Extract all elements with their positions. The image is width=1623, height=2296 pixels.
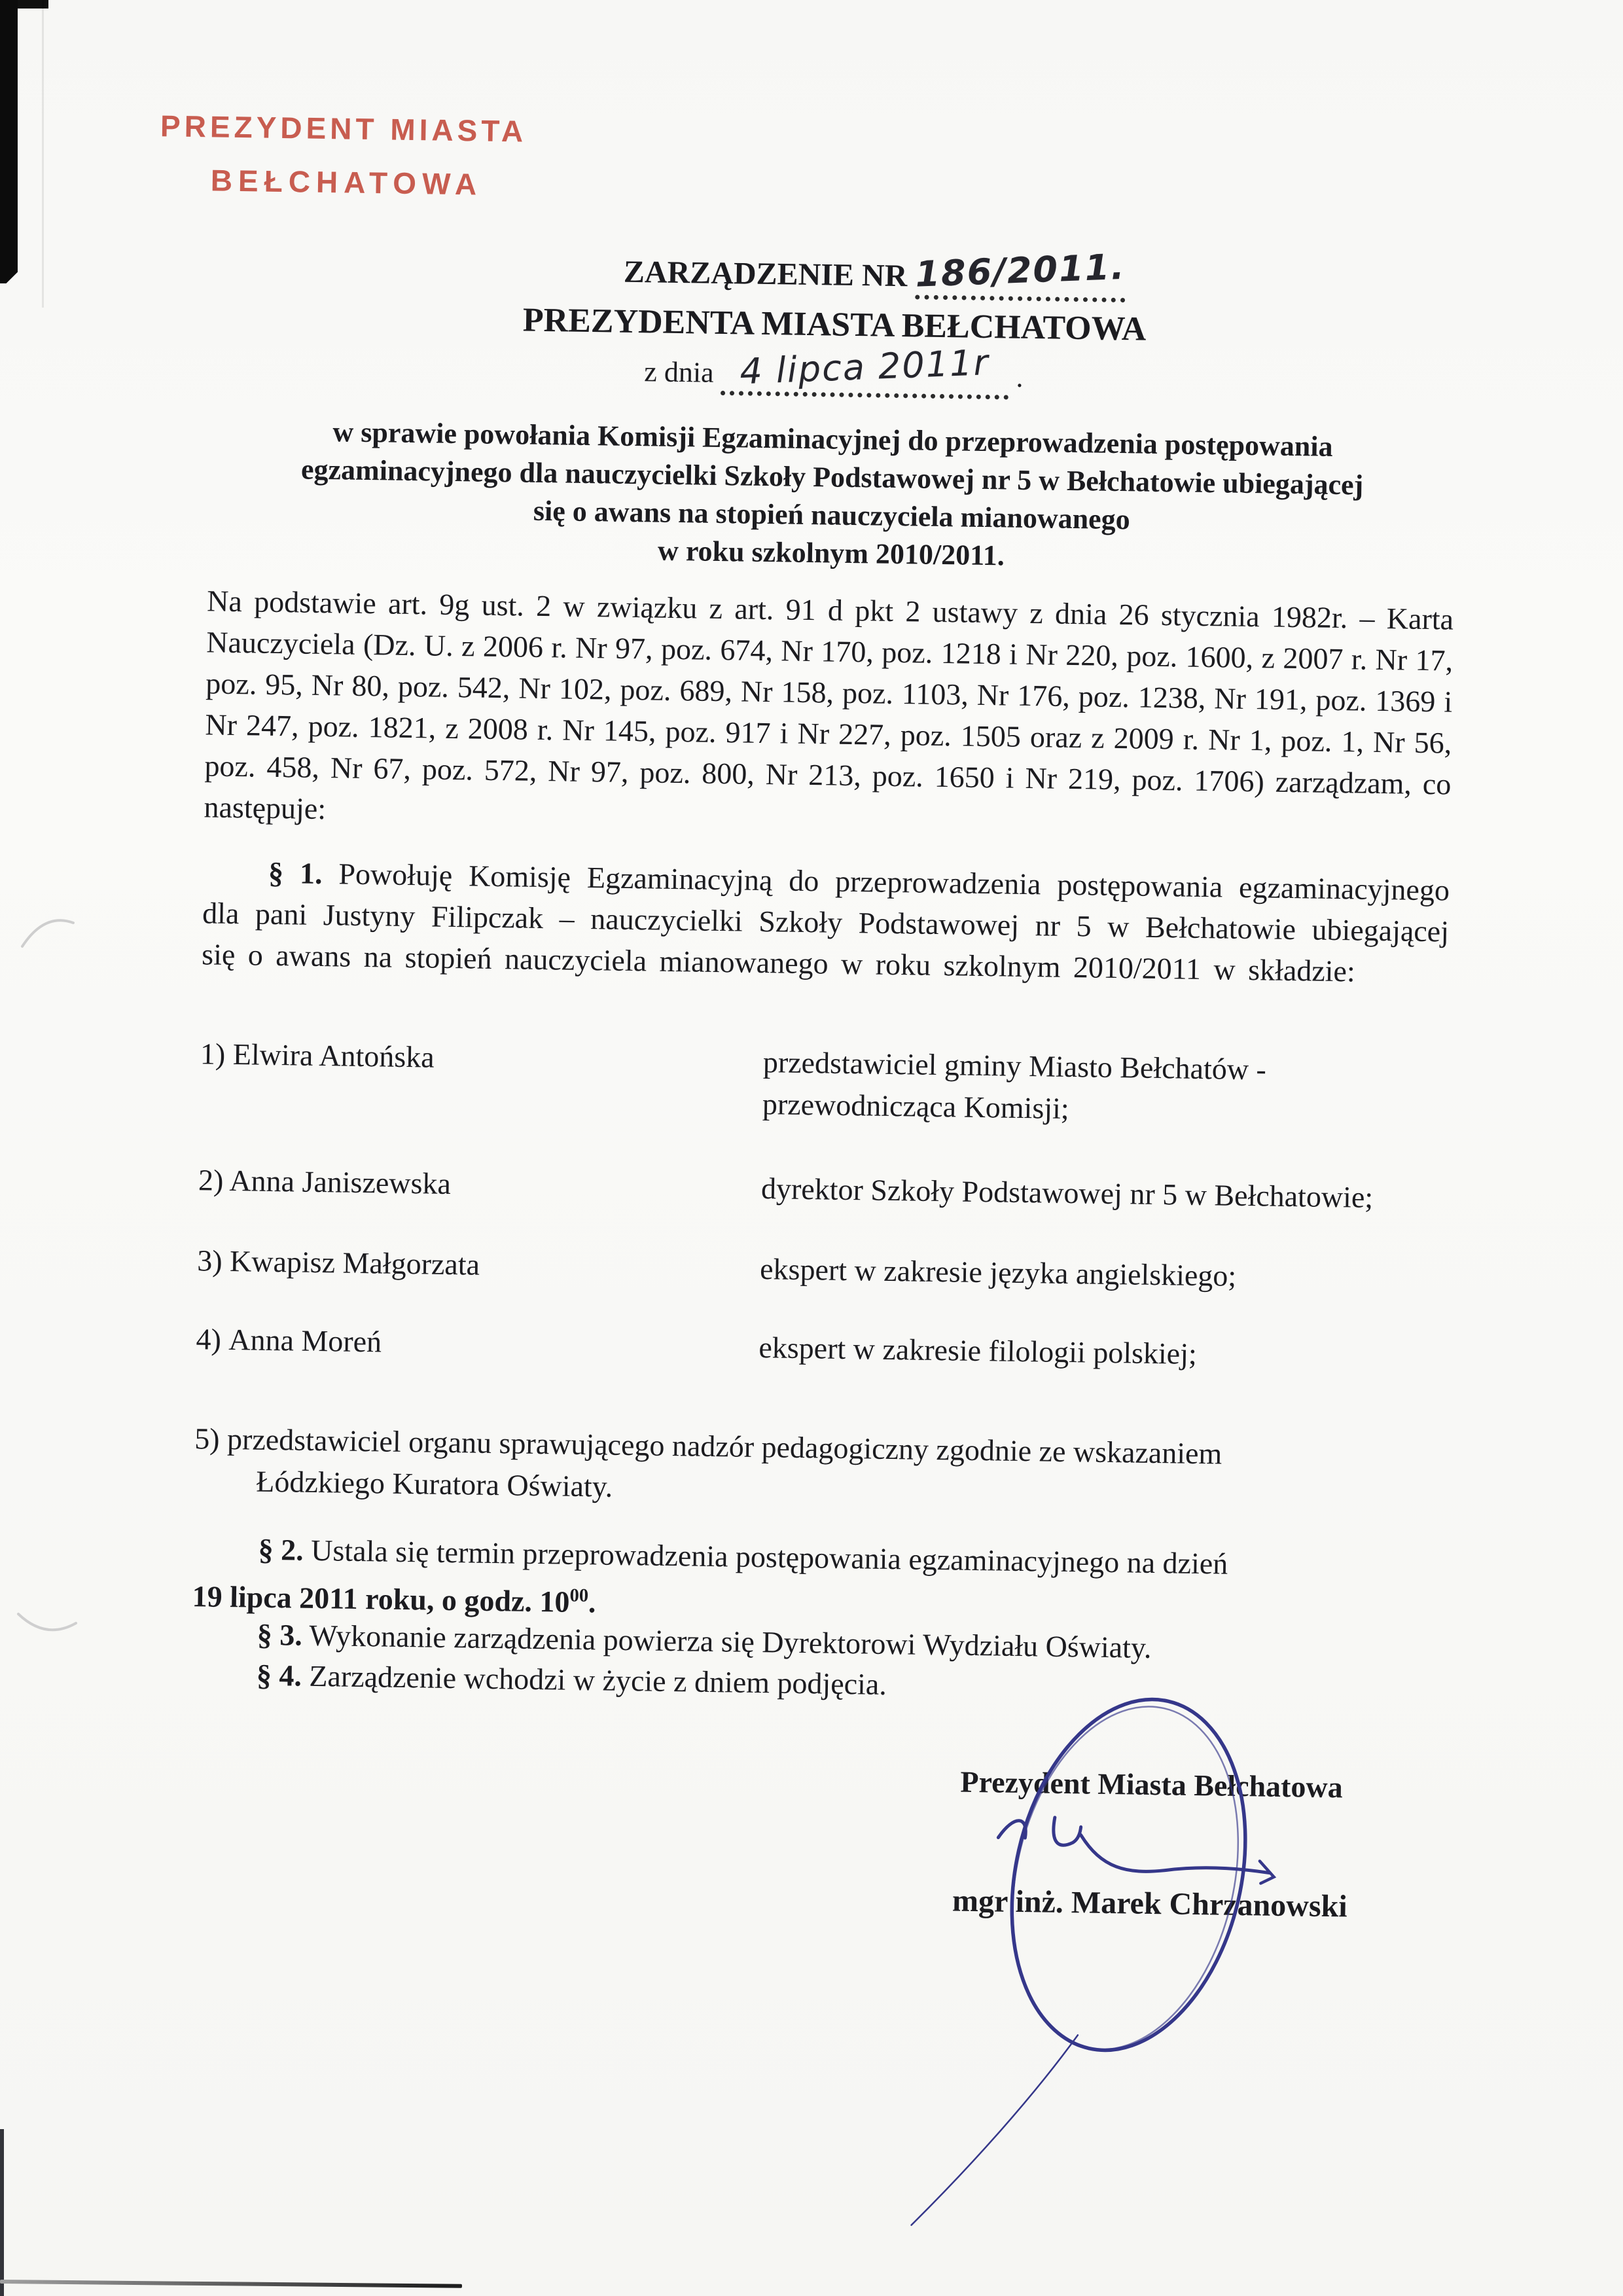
committee-row xyxy=(197,1240,1444,1300)
committee-item-5 xyxy=(194,1418,1442,1520)
committee-member-role: dyrektor Szkoły Podstawowej nr 5 w Bełchatowie; xyxy=(760,1172,1374,1214)
committee-member-number: 5) xyxy=(194,1422,220,1456)
date-suffix: . xyxy=(1016,361,1024,393)
committee-member-name-text: Anna Janiszewska xyxy=(229,1164,452,1201)
handwritten-ordinance-number: 186/2011. xyxy=(914,245,1126,295)
section-4-text: Zarządzenie wchodzi w życie z dniem podjęcia. xyxy=(309,1659,887,1701)
committee-item-5-text: przedstawiciel organu sprawującego nadzór pedagogiczny zgodnie ze wskazaniem xyxy=(226,1422,1222,1471)
section-1-text: Powołuję Komisję Egzaminacyjną do przeprowadzenia postępowania egzaminacyjnego dla pani Justyny Filipczak – nauczycielki Szkoły Podstawowej nr 5 w Bełchatowie ubiegającej się o awans na stopień nauczyciela mianowanego w roku szkolnym 2010/2011 w składzie: xyxy=(201,857,1450,988)
dotted-fill-line xyxy=(914,245,1126,302)
exam-time-superscript: 00 xyxy=(569,1585,589,1607)
committee-member-number: 1) xyxy=(200,1037,226,1071)
committee-member-number: 3) xyxy=(196,1244,223,1278)
committee-member-number: 2) xyxy=(198,1163,224,1197)
section-4-mark: § 4. xyxy=(256,1658,302,1693)
committee-member-role: ekspert w zakresie filologii polskiej; xyxy=(758,1331,1198,1371)
legal-basis-paragraph: Na podstawie art. 9g ust. 2 w związku z art. 91 d pkt 2 ustawy z dnia 26 stycznia 1982r. – Karta Nauczyciela (Dz. U. z 2006 r. Nr 97, poz. 674, Nr 170, poz. 1218 i Nr 220, poz. 1600, z 2007 r. Nr 17, poz. 95, Nr 80, poz. 542, Nr 102, poz. 689, Nr 158, poz. 1103, Nr 176, poz. 1238, Nr 191, poz. 1369 i Nr 247, poz. 1821, z 2008 r. Nr 145, poz. 917 i Nr 227, poz. 1505 oraz z 2009 r. Nr 1, poz. 1, Nr 56, poz. 458, Nr 67, poz. 572, Nr 97, poz. 800, Nr 213, poz. 1650 i Nr 219, poz. 1706) zarządzam, co następuje: xyxy=(204,584,1454,826)
handwritten-signature-ink xyxy=(880,1674,1385,2250)
subject-line: w roku szkolnym 2010/2011. xyxy=(657,534,1005,572)
section-1-paragraph xyxy=(202,851,1450,993)
committee-member-name xyxy=(197,1240,760,1290)
committee-member-name xyxy=(198,1159,762,1210)
stamp-line-1: PREZYDENT MIASTA xyxy=(160,109,527,149)
section-3-text: Wykonanie zarządzenia powierza się Dyrektorowi Wydziału Oświaty. xyxy=(309,1618,1152,1664)
committee-list xyxy=(196,1033,1447,1378)
subject-line: się o awans na stopień nauczyciela mianowanego xyxy=(533,494,1131,536)
ordinance-number-label: ZARZĄDZENIE NR xyxy=(623,254,908,294)
title-line-issuer: PREZYDENTA MIASTA BEŁCHATOWA xyxy=(522,301,1147,348)
committee-member-name xyxy=(200,1033,764,1125)
exam-date-period: . xyxy=(588,1585,596,1619)
dotted-fill-line xyxy=(721,342,1009,400)
date-label: z dnia xyxy=(644,355,715,389)
subject-line: w sprawie powołania Komisji Egzaminacyjnej do przeprowadzenia postępowania xyxy=(332,416,1333,463)
stamp-line-2: BEŁCHATOWA xyxy=(210,163,483,202)
handwritten-date: 4 lipca 2011r xyxy=(739,342,991,393)
committee-member-name-text: Elwira Antońska xyxy=(232,1037,435,1074)
committee-item-5-line-2: Łódzkiego Kuratora Oświaty. xyxy=(255,1464,613,1503)
exam-date-text: 19 lipca 2011 roku, o godz. 10 xyxy=(192,1579,570,1619)
section-2-text: Ustala się termin przeprowadzenia postępowania egzaminacyjnego na dzień xyxy=(310,1533,1228,1581)
committee-member-name xyxy=(196,1318,759,1369)
signatory-title: Prezydent Miasta Bełchatowa xyxy=(960,1765,1344,1804)
committee-member-number: 4) xyxy=(196,1322,222,1356)
committee-member-name-text: Kwapisz Małgorzata xyxy=(229,1244,480,1282)
committee-member-name-text: Anna Moreń xyxy=(228,1323,382,1359)
committee-row xyxy=(198,1159,1446,1219)
committee-member-role: przedstawiciel gminy Miasto Bełchatów - przewodnicząca Komisji; xyxy=(762,1045,1267,1126)
section-1-mark: § 1. xyxy=(268,855,323,891)
section-2-mark: § 2. xyxy=(258,1532,304,1567)
committee-row xyxy=(200,1033,1448,1135)
committee-row xyxy=(196,1318,1443,1378)
document-title-block xyxy=(210,241,1459,408)
subject-line: egzaminacyjnego dla nauczycielki Szkoły Podstawowej nr 5 w Bełchatowie ubiegającej xyxy=(300,453,1364,501)
subject-block xyxy=(207,411,1456,581)
signatory-name: mgr inż. Marek Chrzanowski xyxy=(952,1883,1348,1924)
section-3-mark: § 3. xyxy=(257,1617,303,1652)
mayor-office-stamp xyxy=(159,108,527,202)
committee-member-role: ekspert w zakresie języka angielskiego; xyxy=(759,1252,1237,1293)
